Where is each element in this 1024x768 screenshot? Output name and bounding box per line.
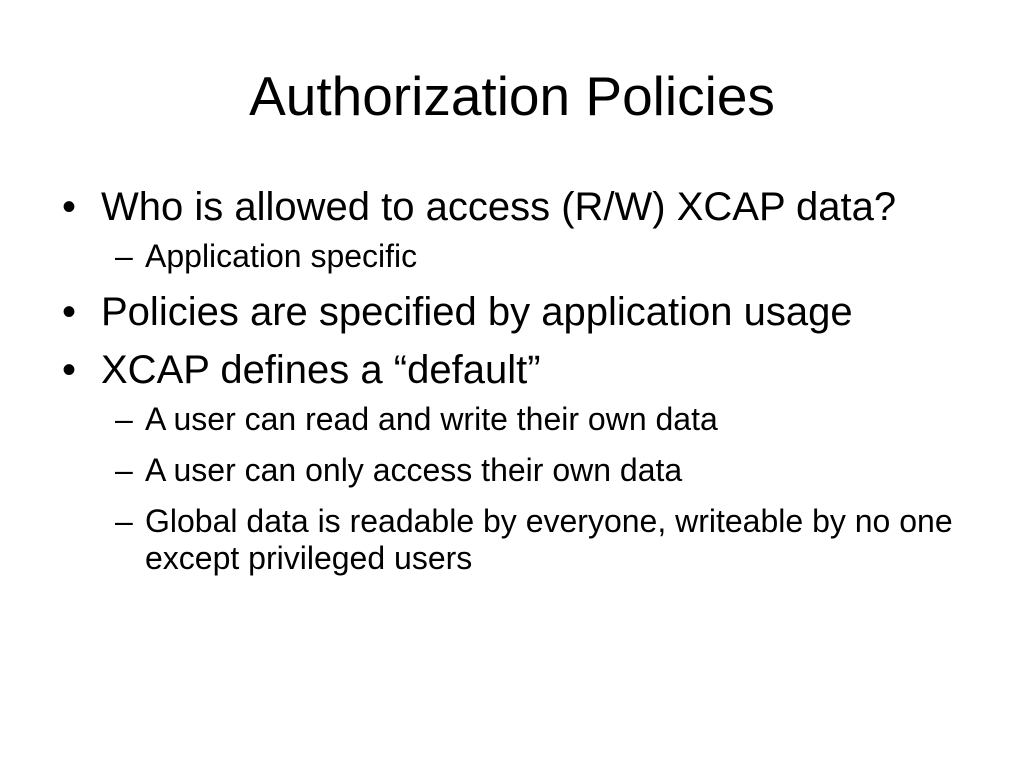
bullet-item	[62, 289, 982, 335]
bullet-marker: •	[62, 348, 77, 392]
sub-bullet-item	[101, 238, 982, 275]
sub-bullet-item	[101, 452, 982, 489]
sub-bullet-marker: –	[115, 401, 133, 437]
slide-title: Authorization Policies	[249, 65, 775, 127]
bullet-item	[62, 347, 982, 577]
bullet-text: Who is allowed to access (R/W) XCAP data?	[101, 185, 897, 229]
sub-bullet-text: Global data is readable by everyone, writeable by no one except privileged users	[145, 503, 953, 576]
bullet-text: Policies are specified by application usage	[101, 290, 853, 334]
sub-bullet-text: A user can only access their own data	[145, 452, 683, 488]
sub-bullet-list	[101, 238, 982, 275]
sub-bullet-item	[101, 401, 982, 438]
bullet-marker: •	[62, 290, 77, 334]
sub-bullet-marker: –	[115, 452, 133, 488]
bullet-item	[62, 184, 982, 275]
sub-bullet-text: A user can read and write their own data	[145, 401, 718, 437]
sub-bullet-item	[101, 503, 982, 577]
bullet-marker: •	[62, 185, 77, 229]
sub-bullet-text: Application specific	[145, 238, 418, 274]
sub-bullet-list	[101, 401, 982, 577]
sub-bullet-marker: –	[115, 503, 133, 539]
sub-bullet-marker: –	[115, 238, 133, 274]
bullet-list	[62, 184, 982, 591]
bullet-text: XCAP defines a “default”	[101, 348, 541, 392]
